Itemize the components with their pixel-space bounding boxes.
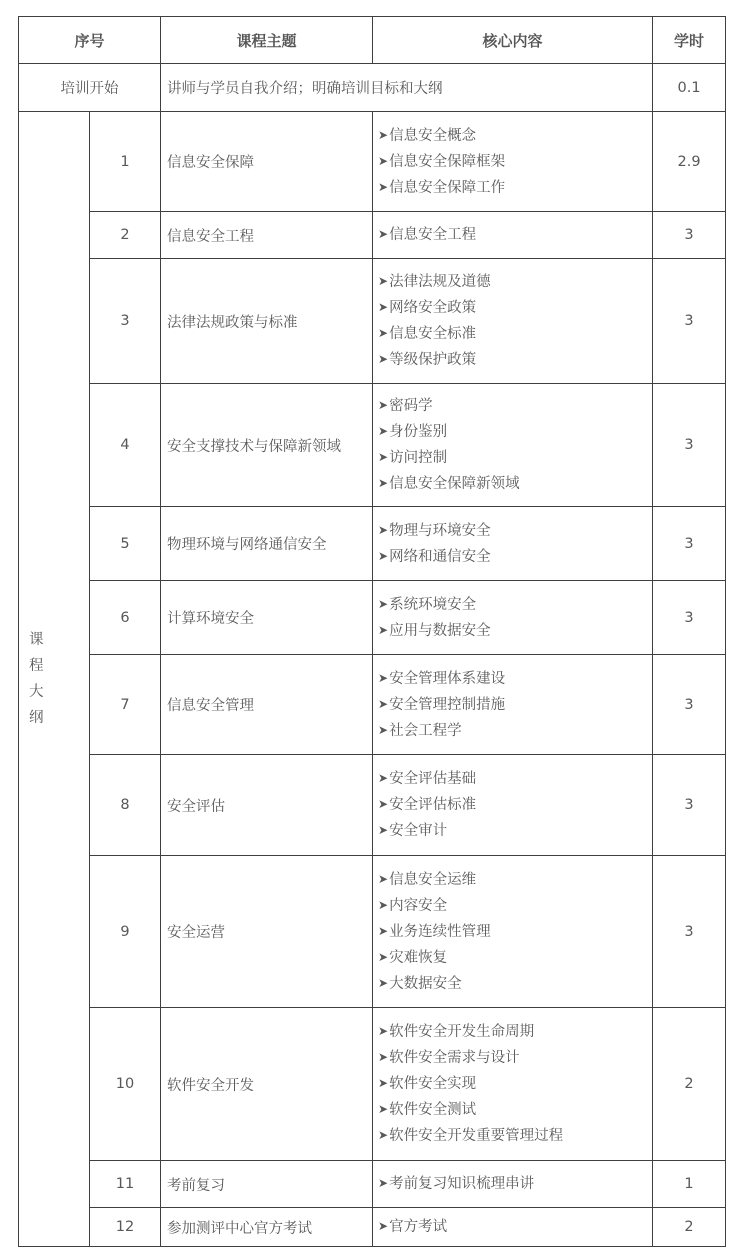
row-hours: 3	[653, 259, 726, 384]
course-row	[19, 259, 726, 384]
content-item	[378, 919, 652, 945]
content-item	[378, 867, 652, 893]
content-item-text: 物理与环境安全	[389, 522, 491, 539]
row-content	[373, 112, 653, 212]
row-topic: 安全评估	[161, 755, 373, 856]
row-topic: 信息安全工程	[161, 212, 373, 259]
content-item	[378, 471, 652, 497]
row-hours: 2	[653, 1208, 726, 1247]
row-content	[373, 581, 653, 655]
bullet-arrow-icon: ➤	[378, 1076, 389, 1090]
course-row	[19, 655, 726, 755]
content-item-text: 内容安全	[389, 897, 448, 914]
content-item-text: 信息安全工程	[389, 227, 477, 243]
content-item-text: 大数据安全	[389, 975, 462, 992]
content-item-text: 访问控制	[389, 450, 448, 466]
content-item	[378, 818, 652, 844]
content-item-text: 信息安全保障新领域	[389, 476, 520, 492]
bullet-arrow-icon: ➤	[378, 596, 389, 611]
content-item-text: 网络安全政策	[389, 300, 477, 316]
content-item-text: 软件安全实现	[389, 1076, 477, 1092]
bullet-arrow-icon: ➤	[378, 179, 389, 194]
row-number: 3	[90, 259, 161, 384]
content-item-text: 软件安全测试	[389, 1102, 477, 1118]
row-content	[373, 1008, 653, 1161]
row-topic: 信息安全保障	[161, 112, 373, 212]
row-content	[373, 384, 653, 507]
header-topic: 课程主题	[161, 17, 373, 64]
intro-label: 培训开始	[19, 64, 161, 112]
content-item	[378, 518, 652, 544]
course-row	[19, 1208, 726, 1247]
content-item-text: 软件安全需求与设计	[389, 1050, 520, 1066]
content-item	[378, 1019, 652, 1045]
content-item	[378, 222, 652, 248]
row-topic: 安全运营	[161, 856, 373, 1008]
content-item-text: 社会工程学	[389, 722, 462, 739]
content-item	[378, 592, 652, 618]
content-item	[378, 945, 652, 971]
content-item-text: 应用与数据安全	[389, 622, 491, 639]
row-topic: 软件安全开发	[161, 1008, 373, 1161]
content-item	[378, 1071, 652, 1097]
syllabus-table	[18, 16, 726, 1247]
header-seq: 序号	[19, 17, 161, 64]
intro-row	[19, 64, 726, 112]
row-hours: 3	[653, 581, 726, 655]
bullet-arrow-icon: ➤	[378, 1024, 389, 1038]
content-item-text: 官方考试	[389, 1219, 448, 1235]
header-hours: 学时	[653, 17, 726, 64]
content-item	[378, 971, 652, 997]
row-number: 11	[90, 1161, 161, 1208]
bullet-arrow-icon: ➤	[378, 127, 389, 142]
course-row	[19, 507, 726, 581]
course-row	[19, 112, 726, 212]
row-content	[373, 259, 653, 384]
bullet-arrow-icon: ➤	[378, 274, 389, 288]
content-item	[378, 445, 652, 471]
row-hours: 3	[653, 655, 726, 755]
row-hours: 3	[653, 856, 726, 1008]
course-row	[19, 212, 726, 259]
row-hours: 2	[653, 1008, 726, 1161]
bullet-arrow-icon: ➤	[378, 622, 389, 637]
content-item-text: 身份鉴别	[389, 424, 448, 440]
row-topic: 安全支撑技术与保障新领域	[161, 384, 373, 507]
row-topic: 物理环境与网络通信安全	[161, 507, 373, 581]
row-number: 5	[90, 507, 161, 581]
bullet-arrow-icon: ➤	[378, 797, 389, 811]
row-number: 4	[90, 384, 161, 507]
row-number: 8	[90, 755, 161, 856]
row-number: 9	[90, 856, 161, 1008]
row-hours: 1	[653, 1161, 726, 1208]
content-item-text: 密码学	[389, 398, 433, 414]
row-topic: 计算环境安全	[161, 581, 373, 655]
row-content	[373, 507, 653, 581]
group-label-char: 纲	[29, 710, 44, 726]
content-item	[378, 175, 652, 201]
bullet-arrow-icon: ➤	[378, 1050, 389, 1064]
bullet-arrow-icon: ➤	[378, 450, 389, 464]
content-item	[378, 347, 652, 373]
bullet-arrow-icon: ➤	[378, 923, 389, 938]
bullet-arrow-icon: ➤	[378, 1176, 389, 1190]
bullet-arrow-icon: ➤	[378, 722, 389, 737]
row-topic: 参加测评中心官方考试	[161, 1208, 373, 1247]
bullet-arrow-icon: ➤	[378, 771, 389, 785]
content-item-text: 信息安全保障框架	[389, 153, 506, 170]
group-label-char: 程	[29, 658, 44, 674]
content-item-text: 安全评估基础	[389, 771, 477, 787]
intro-content: 讲师与学员自我介绍；明确培训目标和大纲	[161, 64, 653, 112]
course-row	[19, 581, 726, 655]
content-item-text: 灾难恢复	[389, 949, 448, 966]
row-content	[373, 212, 653, 259]
bullet-arrow-icon: ➤	[378, 975, 389, 990]
intro-hours: 0.1	[653, 64, 726, 112]
row-content	[373, 655, 653, 755]
row-number: 2	[90, 212, 161, 259]
content-item	[378, 792, 652, 818]
content-item	[378, 419, 652, 445]
bullet-arrow-icon: ➤	[378, 548, 389, 563]
row-hours: 2.9	[653, 112, 726, 212]
content-item-text: 网络和通信安全	[389, 548, 491, 565]
content-item	[378, 1123, 652, 1149]
header-row	[19, 17, 726, 64]
content-item	[378, 1214, 652, 1240]
bullet-arrow-icon: ➤	[378, 949, 389, 964]
row-topic: 考前复习	[161, 1161, 373, 1208]
course-row	[19, 1008, 726, 1161]
bullet-arrow-icon: ➤	[378, 424, 389, 438]
row-hours: 3	[653, 755, 726, 856]
bullet-arrow-icon: ➤	[378, 1128, 389, 1142]
content-item-text: 信息安全保障工作	[389, 179, 506, 196]
content-item	[378, 893, 652, 919]
group-label-char: 课	[29, 632, 44, 648]
bullet-arrow-icon: ➤	[378, 871, 389, 886]
bullet-arrow-icon: ➤	[378, 398, 389, 412]
content-item-text: 信息安全标准	[389, 326, 477, 342]
bullet-arrow-icon: ➤	[378, 153, 389, 168]
content-item	[378, 1097, 652, 1123]
group-label-char: 大	[29, 684, 44, 700]
course-row	[19, 1161, 726, 1208]
content-item-text: 业务连续性管理	[389, 923, 491, 940]
content-item	[378, 692, 652, 718]
bullet-arrow-icon: ➤	[378, 522, 389, 537]
row-number: 6	[90, 581, 161, 655]
content-item-text: 安全审计	[389, 823, 448, 839]
row-hours: 3	[653, 212, 726, 259]
row-content	[373, 1161, 653, 1208]
row-topic: 信息安全管理	[161, 655, 373, 755]
row-number: 7	[90, 655, 161, 755]
content-item-text: 信息安全概念	[389, 127, 477, 144]
bullet-arrow-icon: ➤	[378, 823, 389, 837]
bullet-arrow-icon: ➤	[378, 1219, 389, 1233]
bullet-arrow-icon: ➤	[378, 352, 389, 366]
row-number: 1	[90, 112, 161, 212]
content-item	[378, 544, 652, 570]
content-item-text: 安全管理控制措施	[389, 696, 506, 713]
content-item	[378, 321, 652, 347]
row-number: 12	[90, 1208, 161, 1247]
content-item	[378, 149, 652, 175]
bullet-arrow-icon: ➤	[378, 227, 389, 241]
course-row	[19, 856, 726, 1008]
content-item-text: 软件安全开发重要管理过程	[389, 1128, 564, 1144]
content-item-text: 等级保护政策	[389, 352, 477, 368]
bullet-arrow-icon: ➤	[378, 696, 389, 711]
content-item-text: 安全评估标准	[389, 797, 477, 813]
content-item-text: 安全管理体系建设	[389, 670, 506, 687]
bullet-arrow-icon: ➤	[378, 326, 389, 340]
bullet-arrow-icon: ➤	[378, 897, 389, 912]
content-item	[378, 766, 652, 792]
bullet-arrow-icon: ➤	[378, 670, 389, 685]
content-item	[378, 123, 652, 149]
row-number: 10	[90, 1008, 161, 1161]
course-row	[19, 755, 726, 856]
bullet-arrow-icon: ➤	[378, 476, 389, 490]
content-item	[378, 666, 652, 692]
content-item-text: 软件安全开发生命周期	[389, 1024, 535, 1040]
row-content	[373, 856, 653, 1008]
row-topic: 法律法规政策与标准	[161, 259, 373, 384]
content-item-text: 信息安全运维	[389, 871, 477, 888]
header-content: 核心内容	[373, 17, 653, 64]
content-item-text: 系统环境安全	[389, 596, 477, 613]
row-hours: 3	[653, 507, 726, 581]
row-content	[373, 755, 653, 856]
bullet-arrow-icon: ➤	[378, 1102, 389, 1116]
content-item	[378, 269, 652, 295]
content-item	[378, 1045, 652, 1071]
bullet-arrow-icon: ➤	[378, 300, 389, 314]
content-item	[378, 718, 652, 744]
group-label-syllabus	[19, 112, 90, 1247]
content-item	[378, 295, 652, 321]
content-item	[378, 1171, 652, 1197]
content-item-text: 法律法规及道德	[389, 274, 491, 290]
content-item-text: 考前复习知识梳理串讲	[389, 1176, 535, 1192]
content-item	[378, 618, 652, 644]
content-item	[378, 393, 652, 419]
row-content	[373, 1208, 653, 1247]
row-hours: 3	[653, 384, 726, 507]
course-row	[19, 384, 726, 507]
